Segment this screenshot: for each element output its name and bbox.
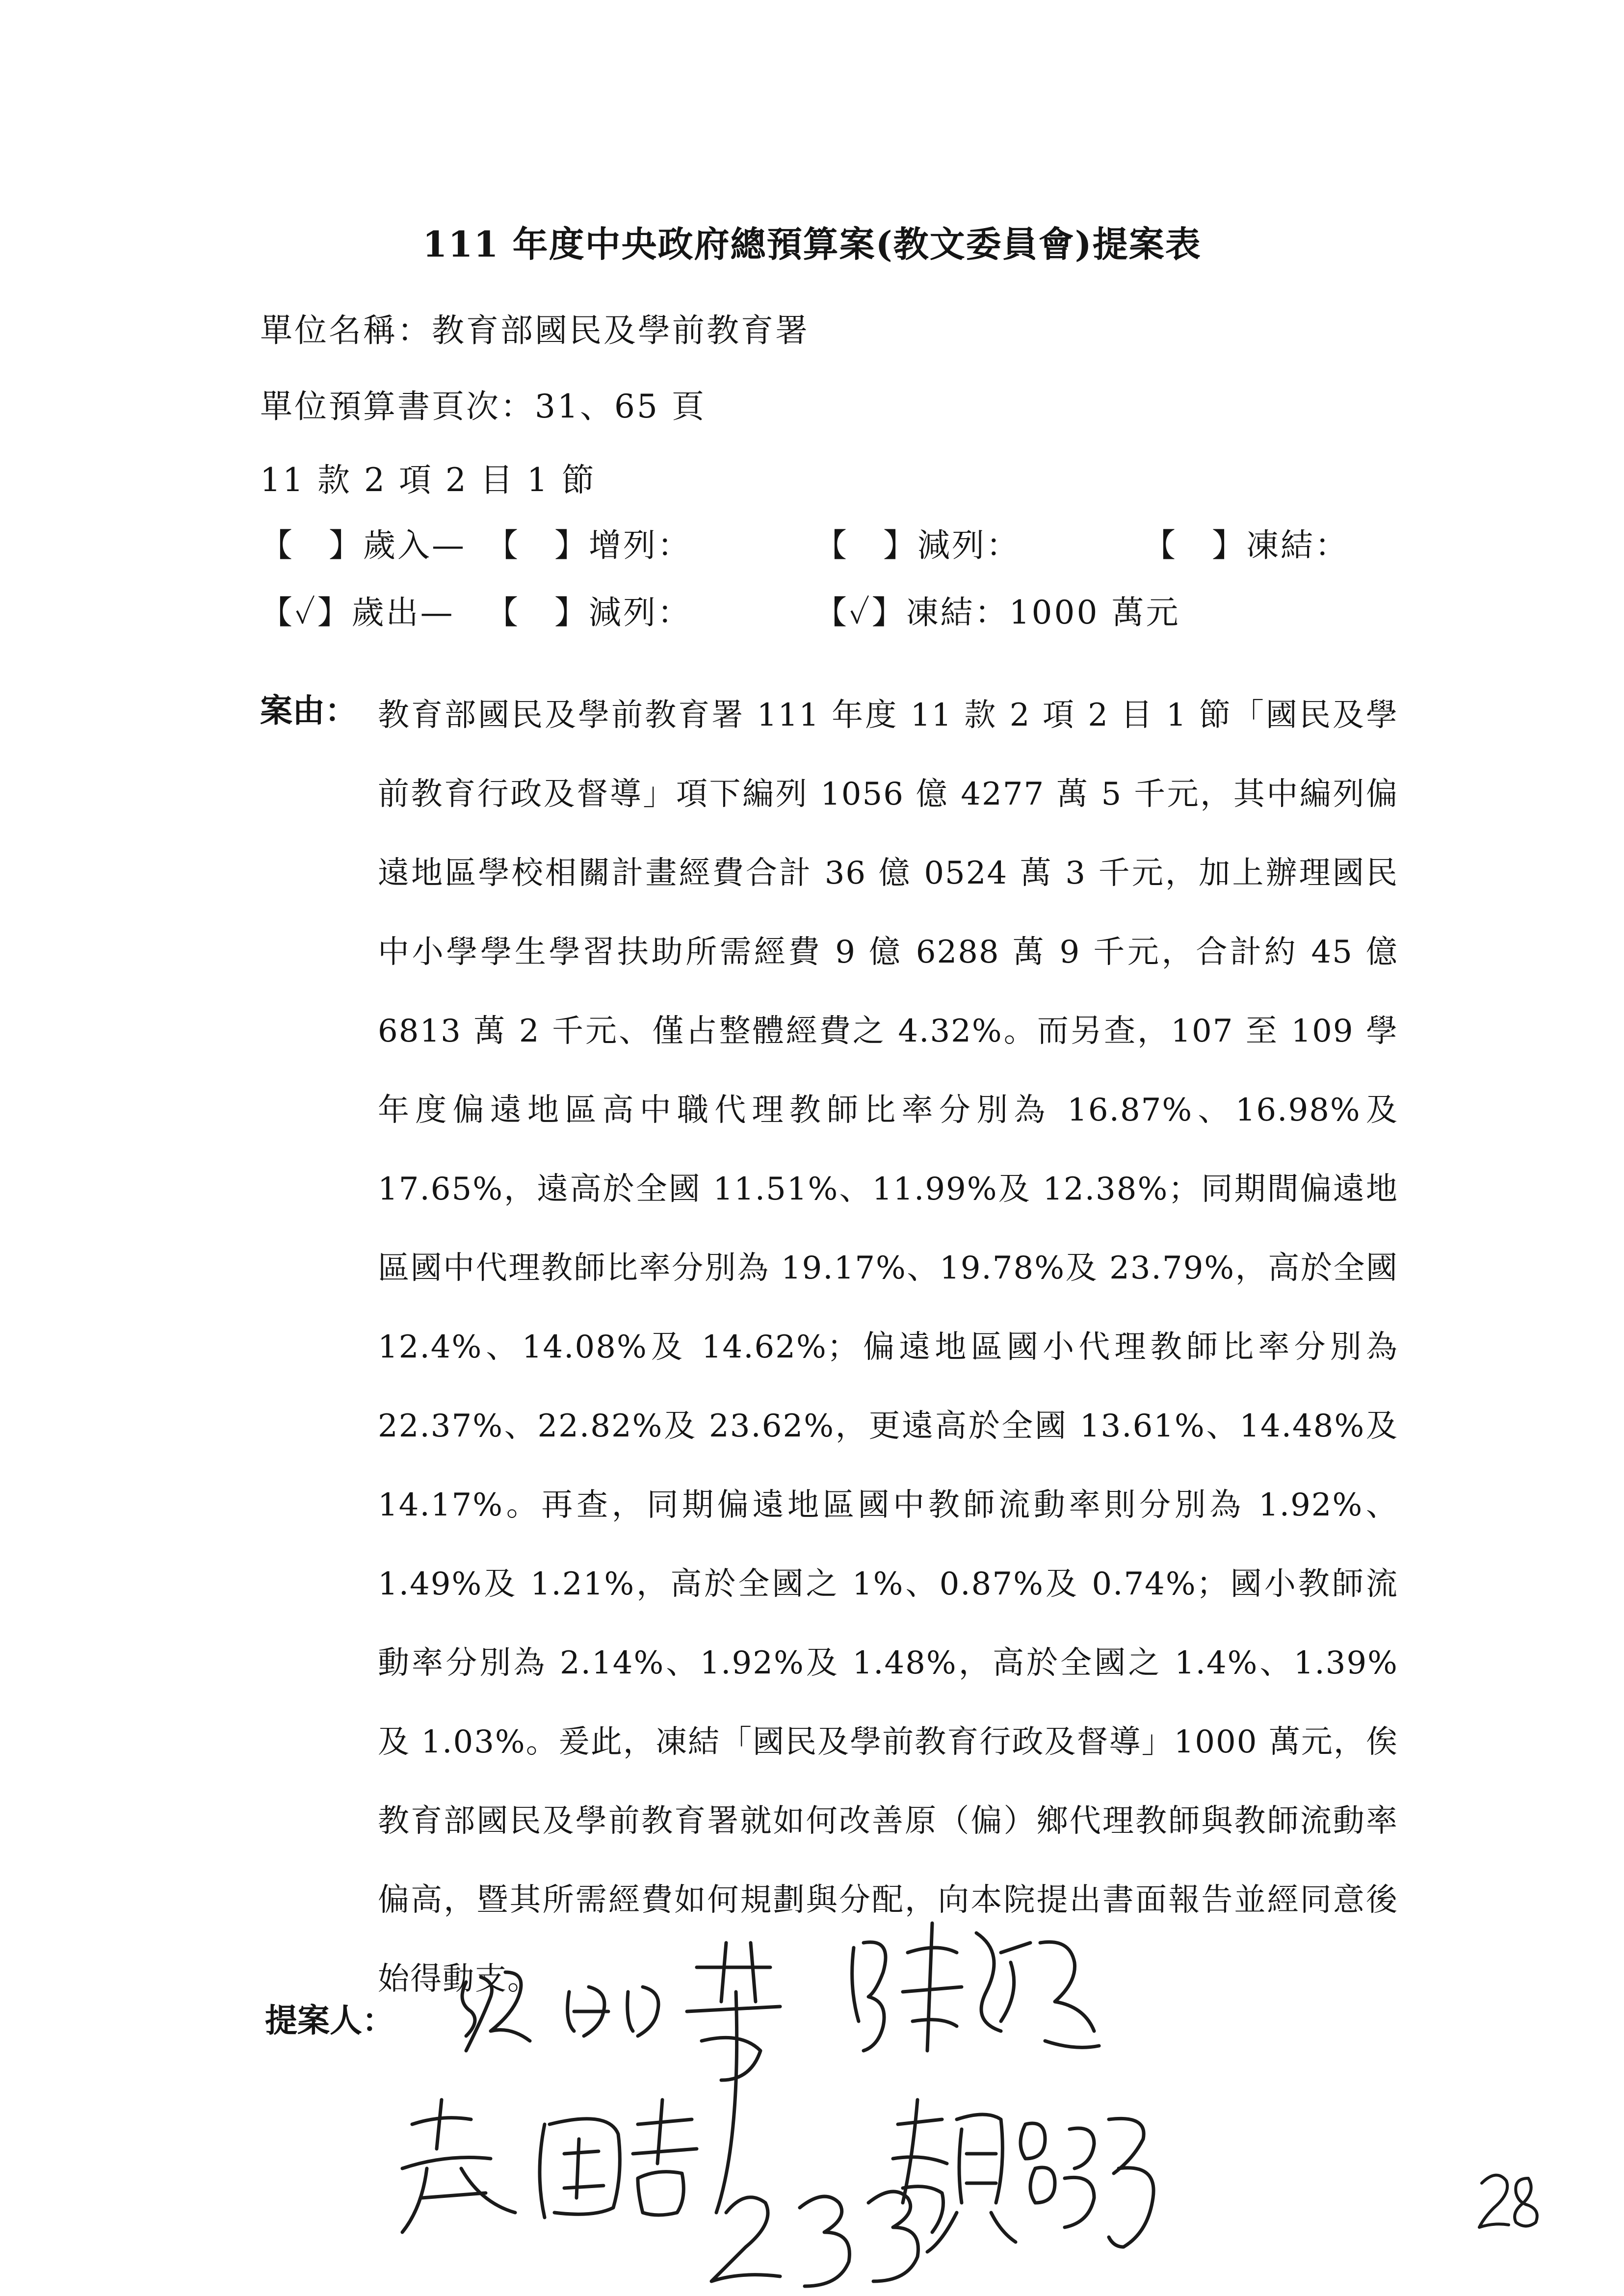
proposer-label: 提案人： — [265, 2001, 394, 2039]
signature-2 — [852, 1923, 1099, 2051]
handwritten-number — [711, 2192, 918, 2286]
document-title: 111 年度中央政府總預算案(教文委員會)提案表 — [422, 223, 1202, 265]
unit-name: 單位名稱：教育部國民及學前教育署 — [260, 312, 810, 349]
revenue-decrease-checkbox: 【 】減列： — [814, 526, 1021, 564]
revenue-checkbox: 【 】歲入— — [260, 526, 466, 564]
handwritten-signatures — [383, 1894, 1217, 2296]
signature-3 — [402, 2100, 697, 2232]
expenditure-freeze-checkbox: 【✓】凍結：1000 萬元 — [814, 594, 1180, 631]
handwritten-page-number — [1472, 2159, 1550, 2232]
budget-pages: 單位預算書頁次：31、65 頁 — [260, 388, 706, 425]
revenue-increase-checkbox: 【 】增列： — [486, 526, 692, 564]
expenditure-checkbox: 【✓】歲出— — [260, 594, 455, 631]
budget-section: 11 款 2 項 2 目 1 節 — [260, 461, 596, 499]
case-text: 教育部國民及學前教育署 111 年度 11 款 2 項 2 目 1 節「國民及學前教育行政及督導」項下編列 1056 億 4277 萬 5 千元，其中編列偏遠地區學校相關計畫經費合計 36 億 0524 萬 3 千元，加上辦理國民中小學學生學習扶助所需經費 9 億 6288 萬 9 千元，合計約 45 億 6813 萬 2 千元、僅占整體經費之 4.32%。而另查，107 至 109 學年度偏遠地區高中職代理教師比率分別為 16.87%、16.98%及 17.65%，遠高於全國 11.51%、11.99%及 12.38%；同期間偏遠地區國中代理教師比率分別為 19.17%、19.78%及 23.79%，高於全國 12.4%、14.08%及 14.62%；偏遠地區國小代理教師比率分別為 22.37%、22.82%及 23.62%，更遠高於全國 13.61%、14.48%及 14.17%。再查，同期偏遠地區國中教師流動率則分別為 1.92%、1.49%及 1.21%，高於全國之 1%、0.87%及 0.74%；國小教師流動率分別為 2.14%、1.92%及 1.48%，高於全國之 1.4%、1.39%及 1.03%。爰此，凍結「國民及學前教育行政及督導」1000 萬元，俟教育部國民及學前教育署就如何改善原（偏）鄉代理教師與教師流動率偏高，暨其所需經費如何規劃與分配，向本院提出書面報告並經同意後始得動支。 — [378, 697, 1398, 1997]
case-label: 案由： — [260, 691, 357, 730]
signature-4 — [893, 2100, 1153, 2252]
revenue-freeze-checkbox: 【 】凍結： — [1143, 526, 1349, 564]
expenditure-decrease-checkbox: 【 】減列： — [486, 594, 692, 631]
